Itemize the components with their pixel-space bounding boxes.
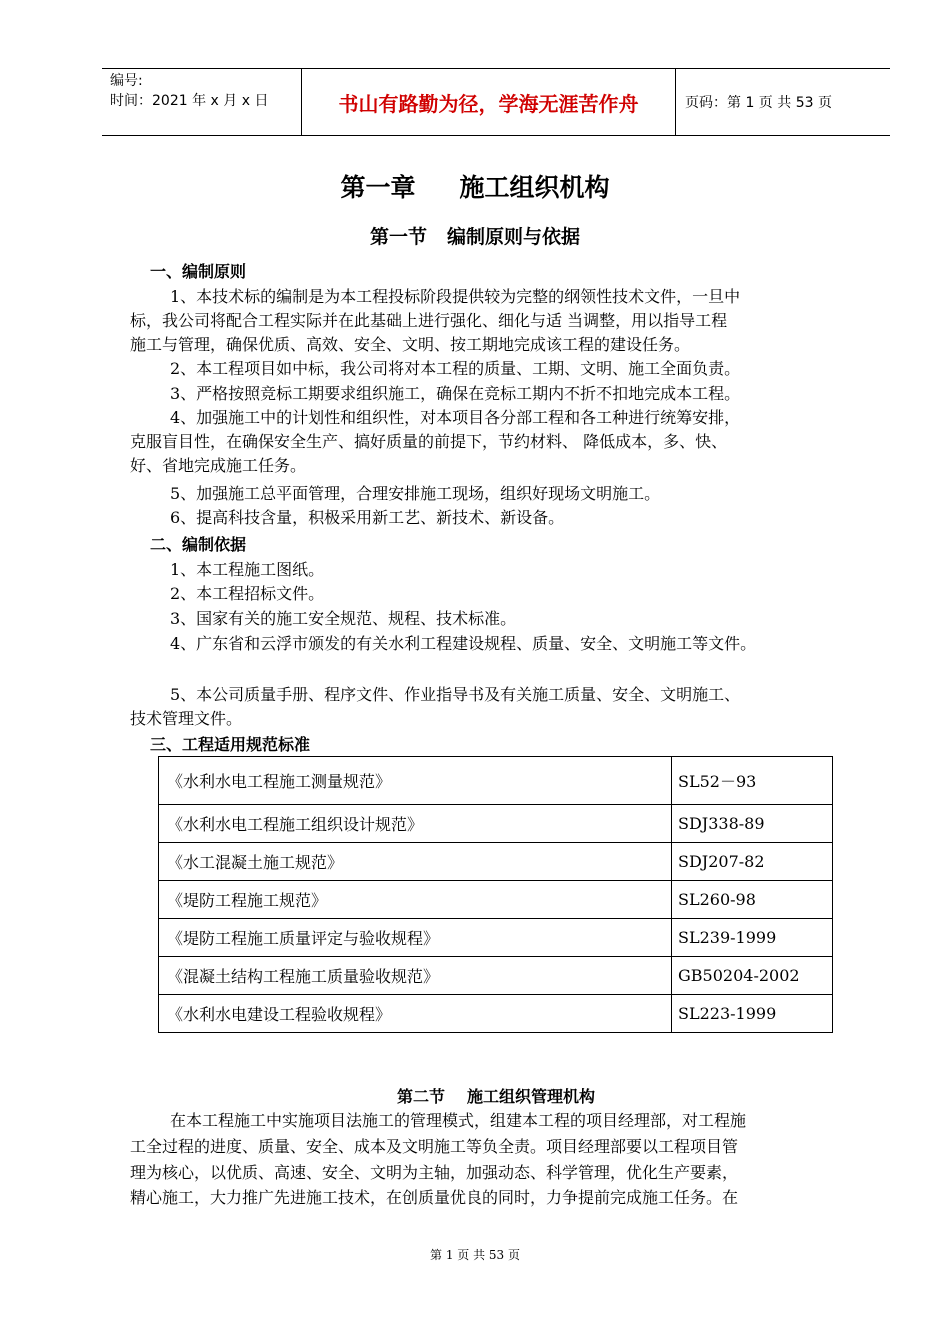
standards-table (158, 756, 833, 1033)
page-footer: 第 1 页 共 53 页 (430, 1248, 520, 1262)
section1-title (0, 222, 950, 249)
paragraph-line: 好、省地完成施工任务。 (130, 456, 307, 475)
paragraph-line: 技术管理文件。 (130, 709, 243, 728)
standard-name: 《水利水电建设工程验收规程》 (159, 995, 672, 1033)
document-time-label: 时间：2021 年 x 月 x 日 (110, 93, 269, 109)
document-number-label: 编号: (110, 73, 143, 89)
section2-title (0, 1084, 950, 1107)
standard-code: SL223-1999 (672, 995, 833, 1033)
paragraph-line: 工全过程的进度、质量、安全、成本及文明施工等负全责。项目经理部要以工程项目管 (130, 1137, 739, 1156)
paragraph-line: 4、广东省和云浮市颁发的有关水利工程建设规程、质量、安全、文明施工等文件。 (170, 634, 757, 653)
page-header (102, 68, 890, 136)
standard-name: 《水工混凝土施工规范》 (159, 843, 672, 881)
header-page-info: 页码：第 1 页 共 53 页 (685, 95, 832, 111)
paragraph-line: 2、本工程项目如中标，我公司将对本工程的质量、工期、文明、施工全面负责。 (170, 359, 741, 378)
standard-name: 《堤防工程施工规范》 (159, 881, 672, 919)
standard-name: 《混凝土结构工程施工质量验收规范》 (159, 957, 672, 995)
standard-code: SDJ207-82 (672, 843, 833, 881)
chapter-title (0, 168, 950, 204)
standard-code: SL239-1999 (672, 919, 833, 957)
standard-name: 《水利水电工程施工测量规范》 (159, 757, 672, 805)
chapter-label: 第一章 (340, 173, 416, 202)
table-row (159, 995, 833, 1033)
paragraph-line: 3、国家有关的施工安全规范、规程、技术标准。 (170, 609, 517, 628)
standard-code: SL52－93 (672, 757, 833, 805)
section1-name: 编制原则与依据 (447, 226, 581, 248)
table-row (159, 919, 833, 957)
section2-name: 施工组织管理机构 (467, 1087, 596, 1106)
standard-code: SL260-98 (672, 881, 833, 919)
table-row (159, 805, 833, 843)
table-row (159, 881, 833, 919)
part2-heading: 二、编制依据 (150, 535, 247, 554)
paragraph-line: 1、本技术标的编制是为本工程投标阶段提供较为完整的纲领性技术文件，一旦中 (170, 287, 741, 306)
paragraph-line: 1、本工程施工图纸。 (170, 560, 325, 579)
paragraph-line: 3、严格按照竞标工期要求组织施工，确保在竞标工期内不折不扣地完成本工程。 (170, 384, 741, 403)
standard-name: 《水利水电工程施工组织设计规范》 (159, 805, 672, 843)
table-row (159, 843, 833, 881)
paragraph-line: 理为核心，以优质、高速、安全、文明为主轴，加强动态、科学管理，优化生产要素， (130, 1163, 739, 1182)
standard-name: 《堤防工程施工质量评定与验收规程》 (159, 919, 672, 957)
section2-label: 第二节 (396, 1087, 445, 1106)
standard-code: SDJ338-89 (672, 805, 833, 843)
part3-heading: 三、工程适用规范标准 (150, 735, 311, 754)
paragraph-line: 标，我公司将配合工程实际并在此基础上进行强化、细化与适 当调整，用以指导工程 (130, 311, 728, 330)
paragraph-line: 2、本工程招标文件。 (170, 584, 325, 603)
standard-code: GB50204-2002 (672, 957, 833, 995)
table-row (159, 957, 833, 995)
paragraph-line: 5、加强施工总平面管理，合理安排施工现场，组织好现场文明施工。 (170, 484, 661, 503)
paragraph-line: 4、加强施工中的计划性和组织性，对本项目各分部工程和各工种进行统筹安排， (170, 408, 741, 427)
paragraph-line: 精心施工，大力推广先进施工技术，在创质量优良的同时，力争提前完成施工任务。在 (130, 1188, 739, 1207)
chapter-name: 施工组织机构 (459, 173, 610, 202)
paragraph-line: 5、本公司质量手册、程序文件、作业指导书及有关施工质量、安全、文明施工、 (170, 685, 741, 704)
paragraph-line: 6、提高科技含量，积极采用新工艺、新技术、新设备。 (170, 508, 565, 527)
paragraph-line: 克服盲目性，在确保安全生产、搞好质量的前提下，节约材料、 降低成本，多、快、 (130, 432, 728, 451)
paragraph-line: 施工与管理，确保优质、高效、安全、文明、按工期地完成该工程的建设任务。 (130, 335, 691, 354)
paragraph-line: 在本工程施工中实施项目法施工的管理模式，组建本工程的项目经理部，对工程施 (170, 1111, 747, 1130)
header-meta (102, 69, 302, 135)
part1-heading: 一、编制原则 (150, 262, 247, 281)
header-motto: 书山有路勤为径，学海无涯苦作舟 (302, 69, 676, 135)
table-row (159, 757, 833, 805)
section1-label: 第一节 (369, 226, 427, 248)
